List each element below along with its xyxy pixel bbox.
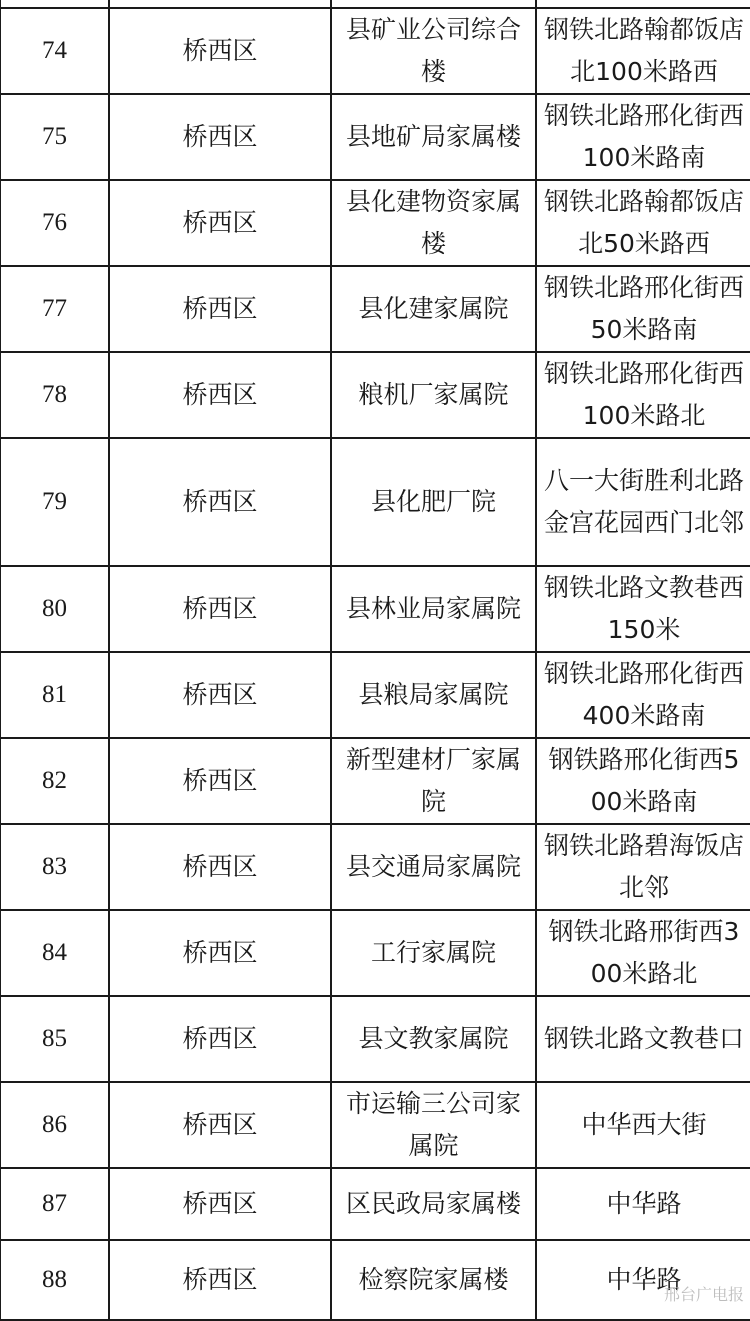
row-number: 86 <box>0 1082 109 1168</box>
address-cell: 钢铁北路邢化街西50米路南 <box>536 266 750 352</box>
row-number: 80 <box>0 566 109 652</box>
address-cell <box>536 0 750 8</box>
table-row <box>0 1168 750 1240</box>
row-number: 87 <box>0 1168 109 1240</box>
row-number: 76 <box>0 180 109 266</box>
place-cell: 新型建材厂家属院 <box>331 738 536 824</box>
place-cell: 市运输三公司家属院 <box>331 1082 536 1168</box>
district-cell: 桥西区 <box>109 652 331 738</box>
place-cell: 检察院家属楼 <box>331 1240 536 1320</box>
place-cell: 县交通局家属院 <box>331 824 536 910</box>
table-row <box>0 180 750 266</box>
place-cell: 县地矿局家属楼 <box>331 94 536 180</box>
district-cell: 桥西区 <box>109 1168 331 1240</box>
place-cell: 粮机厂家属院 <box>331 352 536 438</box>
district-cell: 桥西区 <box>109 996 331 1082</box>
table-row <box>0 94 750 180</box>
table-row <box>0 0 750 8</box>
row-number: 75 <box>0 94 109 180</box>
district-cell <box>109 0 331 8</box>
district-cell: 桥西区 <box>109 824 331 910</box>
row-number: 85 <box>0 996 109 1082</box>
table-row <box>0 438 750 566</box>
place-cell: 县化建家属院 <box>331 266 536 352</box>
table-row <box>0 1082 750 1168</box>
address-cell: 钢铁北路文教巷西150米 <box>536 566 750 652</box>
table-row <box>0 652 750 738</box>
address-cell: 钢铁北路翰都饭店北50米路西 <box>536 180 750 266</box>
row-number: 88 <box>0 1240 109 1320</box>
row-number: 84 <box>0 910 109 996</box>
place-cell: 县文教家属院 <box>331 996 536 1082</box>
row-number: 74 <box>0 8 109 94</box>
place-cell <box>331 0 536 8</box>
district-cell: 桥西区 <box>109 352 331 438</box>
address-cell: 钢铁路邢化街西500米路南 <box>536 738 750 824</box>
district-cell: 桥西区 <box>109 1240 331 1320</box>
row-number: 81 <box>0 652 109 738</box>
table-row <box>0 738 750 824</box>
place-cell: 县矿业公司综合楼 <box>331 8 536 94</box>
row-number: 83 <box>0 824 109 910</box>
district-cell: 桥西区 <box>109 438 331 566</box>
address-cell: 钢铁北路邢化街西100米路南 <box>536 94 750 180</box>
district-cell: 桥西区 <box>109 910 331 996</box>
district-cell: 桥西区 <box>109 266 331 352</box>
place-cell: 区民政局家属楼 <box>331 1168 536 1240</box>
row-number: 79 <box>0 438 109 566</box>
address-cell: 中华路 <box>536 1240 750 1320</box>
address-cell: 中华路 <box>536 1168 750 1240</box>
address-cell: 钢铁北路邢化街西400米路南 <box>536 652 750 738</box>
address-cell: 中华西大街 <box>536 1082 750 1168</box>
district-cell: 桥西区 <box>109 738 331 824</box>
place-cell: 县粮局家属院 <box>331 652 536 738</box>
table-row <box>0 910 750 996</box>
table-row <box>0 824 750 910</box>
address-cell: 钢铁北路翰都饭店北100米路西 <box>536 8 750 94</box>
row-number: 77 <box>0 266 109 352</box>
place-cell: 县化建物资家属楼 <box>331 180 536 266</box>
table-row <box>0 1240 750 1320</box>
address-cell: 八一大街胜利北路金宫花园西门北邻 <box>536 438 750 566</box>
table-row <box>0 8 750 94</box>
table-row <box>0 266 750 352</box>
table-row <box>0 996 750 1082</box>
address-cell: 钢铁北路碧海饭店北邻 <box>536 824 750 910</box>
table-row <box>0 566 750 652</box>
row-number <box>0 0 109 8</box>
place-cell: 县林业局家属院 <box>331 566 536 652</box>
district-cell: 桥西区 <box>109 1082 331 1168</box>
table-row <box>0 352 750 438</box>
row-number: 78 <box>0 352 109 438</box>
district-cell: 桥西区 <box>109 566 331 652</box>
address-cell: 钢铁北路邢化街西100米路北 <box>536 352 750 438</box>
watermark: 邢台广电报 <box>663 1285 744 1304</box>
district-cell: 桥西区 <box>109 180 331 266</box>
district-cell: 桥西区 <box>109 94 331 180</box>
place-cell: 县化肥厂院 <box>331 438 536 566</box>
place-cell: 工行家属院 <box>331 910 536 996</box>
district-cell: 桥西区 <box>109 8 331 94</box>
address-cell: 钢铁北路文教巷口 <box>536 996 750 1082</box>
row-number: 82 <box>0 738 109 824</box>
address-cell: 钢铁北路邢街西300米路北 <box>536 910 750 996</box>
